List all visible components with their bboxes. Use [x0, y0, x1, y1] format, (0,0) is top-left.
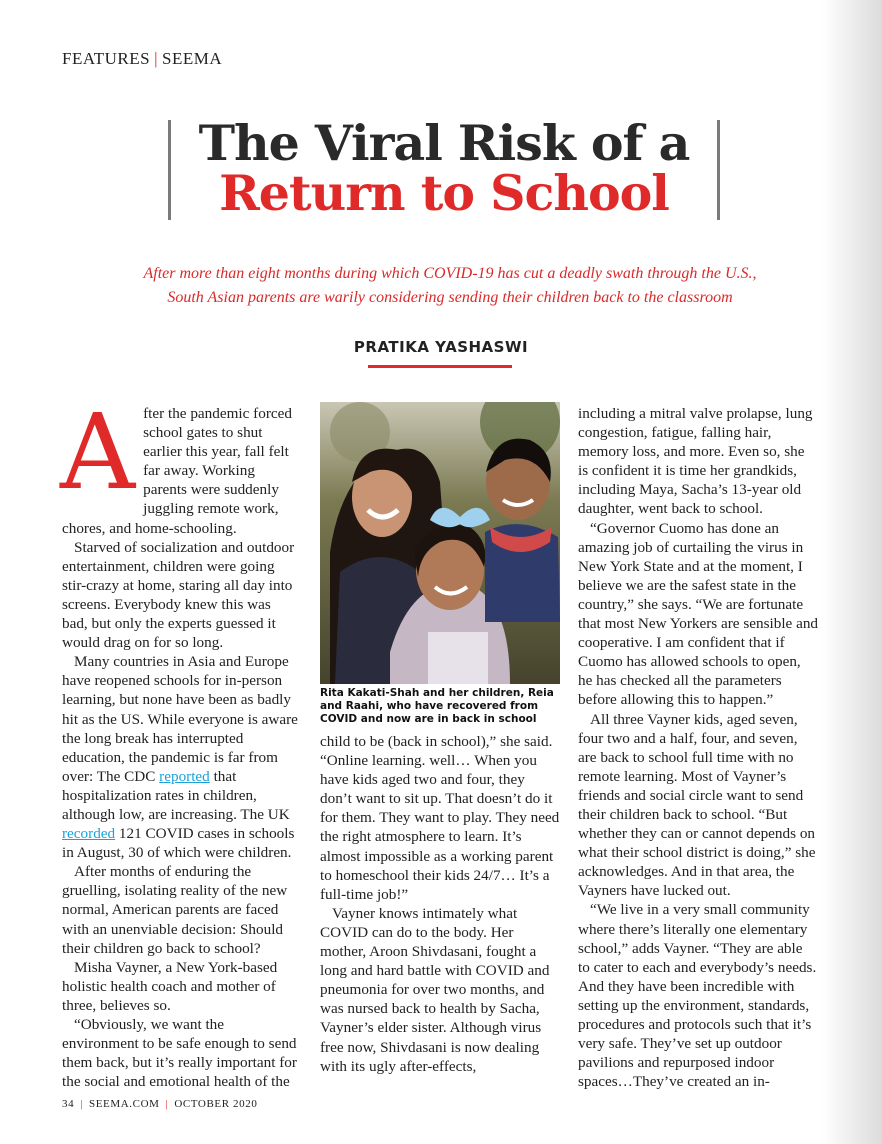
magazine-label: SEEMA — [161, 49, 223, 68]
column-2 — [320, 732, 560, 1076]
byline: PRATIKA YASHASWI — [353, 338, 529, 356]
page-number: 34 — [62, 1098, 75, 1110]
paragraph — [60, 391, 300, 538]
paragraph-text: that hospitalization rates in children, although low, are increasing. The UK — [62, 767, 290, 823]
title-line-2: Return to School — [219, 164, 669, 222]
footer-issue: OCTOBER 2020 — [174, 1098, 258, 1110]
paragraph-text: 121 COVID cases in schools in August, 30 of which were children. — [62, 825, 295, 862]
cdc-reported-link[interactable]: reported — [159, 767, 210, 785]
paragraph-text: fter the pandemic forced school gates to shut earlier this year, fall felt far away. Working parents were suddenly juggling remote work, chores, and home-schooling. — [62, 405, 292, 537]
paragraph-text: Many countries in Asia and Europe have reopened schools for in-person learning, but none have been as badly hit as the US. While everyone is aware the long break has interrupted education, the pandemic is far from over: The CDC — [62, 653, 298, 785]
family-photo — [320, 402, 560, 684]
footer-site: SEEMA.COM — [89, 1098, 160, 1110]
column-3 — [578, 404, 818, 1091]
paragraph: Misha Vayner, a New York-based holistic health coach and mother of three, believes so. — [62, 958, 278, 1014]
footer-separator: | — [165, 1098, 169, 1110]
byline-underline — [368, 365, 512, 368]
uk-recorded-link[interactable]: recorded — [62, 825, 116, 843]
drop-cap: A — [60, 391, 136, 513]
paragraph: “Obviously, we want the environment to be safe enough to send them back, but it’s really important for the social and emotional health of the — [62, 1016, 297, 1091]
paragraph: “We live in a very small community where there’s literally one elementary school,” adds Vayner. “They are able to cater to each and everybody’s needs. And they have been incredible with setting up the environment, standards, procedures and protocols such that it’s very safe. They’ve set up outdoor pavilions and repurposed indoor spaces…They’ve created an in- — [578, 901, 817, 1091]
article-dek — [100, 262, 800, 310]
page-footer — [62, 1098, 257, 1110]
paragraph: After months of enduring the gruelling, isolating reality of the new normal, American parents are faced with an unenviable decision: Should their children go back to school? — [62, 863, 288, 957]
title-line-1: The Viral Risk of a — [198, 114, 690, 172]
footer-separator: | — [80, 1098, 84, 1110]
paragraph: child to be (back in school),” she said. “Online learning. well… When you have kids aged two and four, they don’t want to sit up. That doesn’t do it for them. They want to play. They need the right atmosphere to learn. It’s almost impossible as a working parent to homeschool their kids 24/7… It’s a full-time job!” — [320, 733, 560, 903]
dek-line-1: After more than eight months during which COVID-19 has cut a deadly swath through the U.S., — [143, 265, 757, 282]
section-label: FEATURES — [62, 49, 151, 68]
paragraph: All three Vayner kids, aged seven, four two and a half, four, and seven, are back to school full time with no remote learning. Most of Vayner’s friends and social circle want to send their children back to school. “But whether they can or cannot depends on what their school district is doing,” she acknowledges. And in that area, the Vayners have lucked out. — [578, 710, 816, 900]
paragraph: “Governor Cuomo has done an amazing job of curtailing the virus in New York State and at the moment, I believe we are the safest state in the country,” she says. “We are fortunate that most New Yorkers are sensible and cooperative. I am confident that if Cuomo has allowed schools to open, he has checked all the parameters before allowing this to happen.” — [578, 519, 819, 709]
section-tag — [62, 49, 222, 69]
column-1 — [60, 391, 300, 1091]
paragraph: Starved of socialization and outdoor entertainment, children were going stir-crazy at home, staring all day into screens. Everybody knew this was bad, but only the experts guessed it would drag on for so long. — [62, 538, 295, 652]
photo-caption: Rita Kakati-Shah and her children, Reia and Raahi, who have recovered from COVID and now are in back in school — [320, 687, 554, 725]
title-bar-right — [717, 120, 720, 220]
section-separator: | — [154, 49, 158, 68]
dek-line-2: South Asian parents are warily considering sending their children back to the classroom — [167, 289, 733, 306]
paragraph — [62, 652, 300, 862]
article-title — [168, 114, 720, 222]
family-photo-illustration — [320, 402, 560, 684]
page-edge-shadow — [822, 0, 882, 1144]
paragraph: Vayner knows intimately what COVID can do to the body. Her mother, Aroon Shivdasani, fought a long and hard battle with COVID and pneumonia for over two months, and was nursed back to health by Sacha, Vayner’s elder sister. Although virus free now, Shivdasani is now dealing with its ugly after-effects, — [320, 904, 550, 1075]
paragraph: including a mitral valve prolapse, lung congestion, fatigue, falling hair, memory loss, and more. Even so, she is confident it is time her grandkids, including Maya, Sacha’s 13-year old daughter, went back to school. — [578, 405, 813, 518]
